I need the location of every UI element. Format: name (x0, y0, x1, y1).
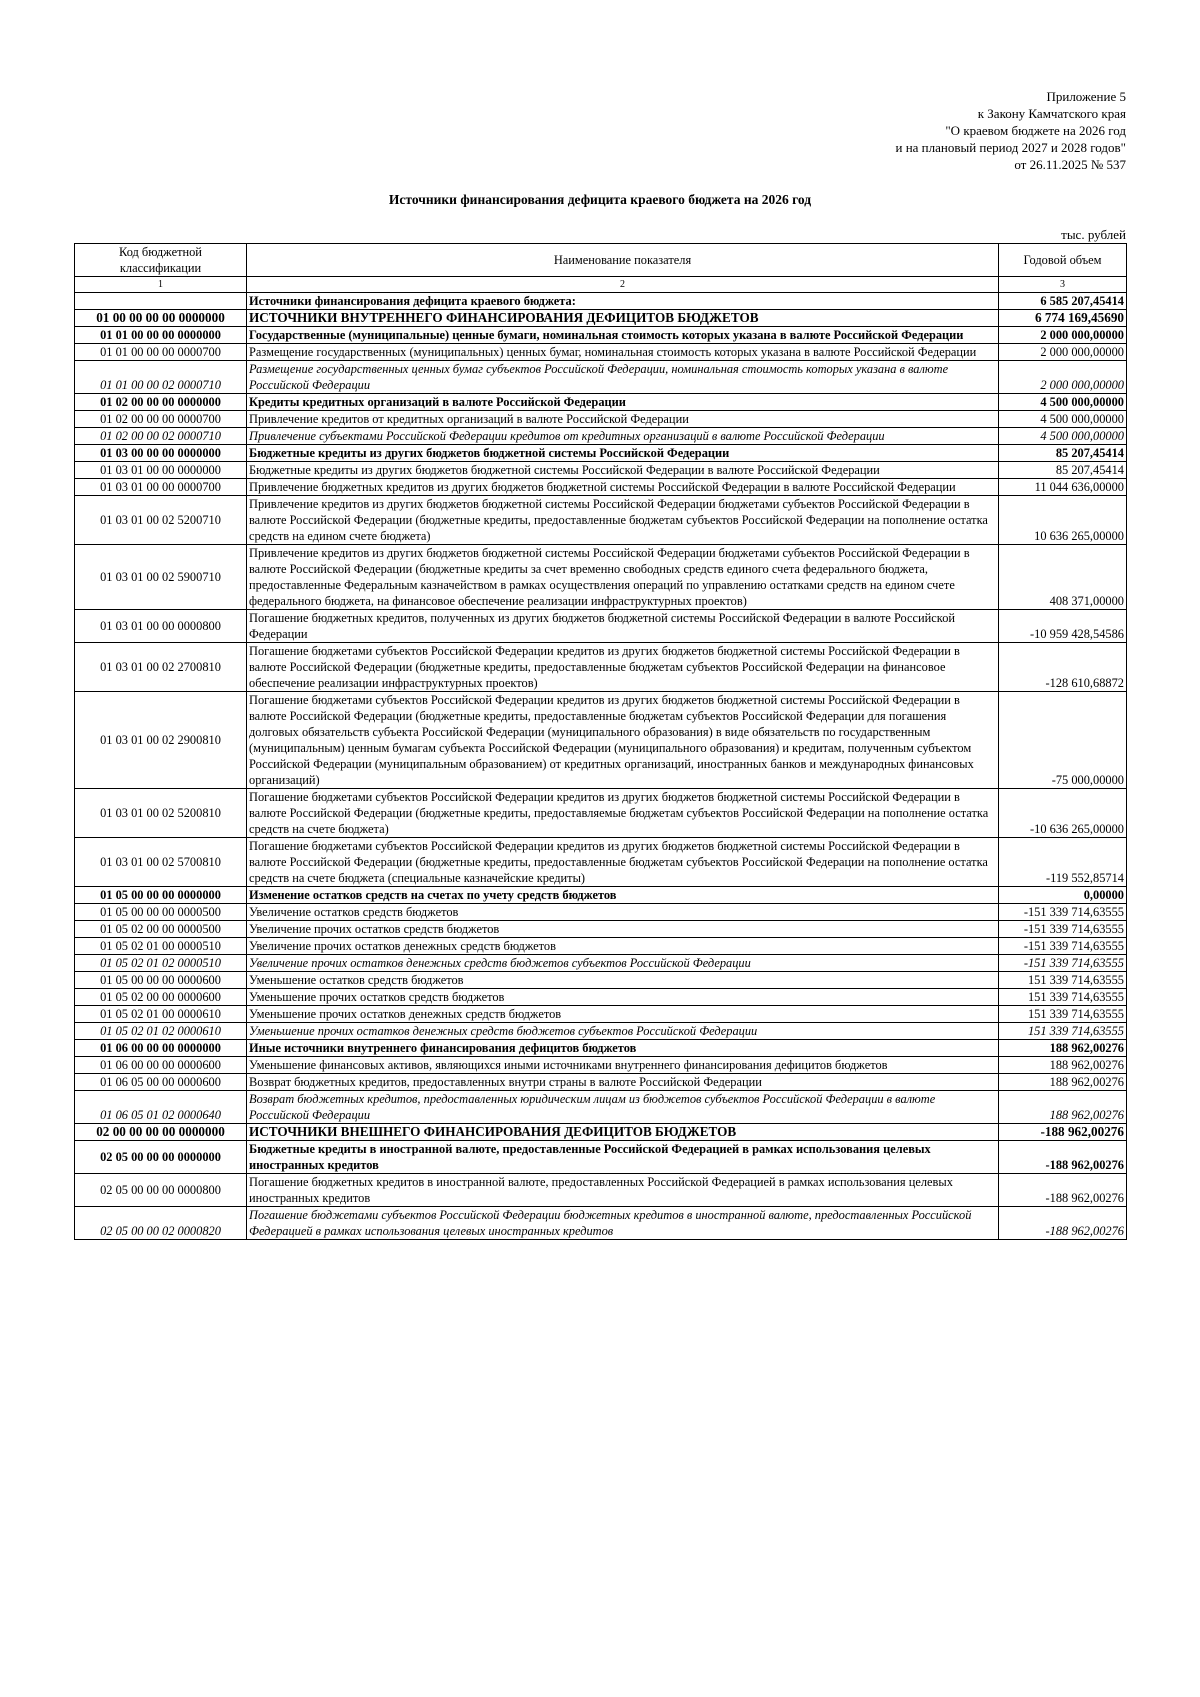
appendix-line: "О краевом бюджете на 2026 год (945, 123, 1126, 138)
name-cell: Изменение остатков средств на счетах по учету средств бюджетов (247, 887, 999, 904)
code-cell: 01 05 02 01 00 0000510 (75, 938, 247, 955)
name-cell: Привлечение кредитов от кредитных организаций в валюте Российской Федерации (247, 411, 999, 428)
code-cell: 01 02 00 00 00 0000000 (75, 394, 247, 411)
code-cell: 01 03 01 00 02 5200810 (75, 789, 247, 838)
appendix-block (895, 88, 1126, 173)
value-cell: 2 000 000,00000 (999, 344, 1127, 361)
name-cell: Кредиты кредитных организаций в валюте Российской Федерации (247, 394, 999, 411)
value-cell: 85 207,45414 (999, 462, 1127, 479)
value-cell: 151 339 714,63555 (999, 1006, 1127, 1023)
value-cell: -151 339 714,63555 (999, 921, 1127, 938)
name-cell: Увеличение прочих остатков средств бюджетов (247, 921, 999, 938)
table-row (75, 904, 1127, 921)
units-label: тыс. рублей (1061, 227, 1126, 242)
code-cell: 01 03 01 00 02 5200710 (75, 496, 247, 545)
code-cell: 01 01 00 00 02 0000710 (75, 361, 247, 394)
table-index-row (75, 277, 1127, 293)
value-cell: 2 000 000,00000 (999, 327, 1127, 344)
value-cell: 188 962,00276 (999, 1040, 1127, 1057)
index-col-1: 1 (75, 277, 247, 293)
table-header-row (75, 244, 1127, 277)
table-row (75, 789, 1127, 838)
appendix-line: к Закону Камчатского края (977, 106, 1126, 121)
value-cell: 188 962,00276 (999, 1074, 1127, 1091)
value-cell: 151 339 714,63555 (999, 972, 1127, 989)
value-cell: 0,00000 (999, 887, 1127, 904)
code-cell: 01 05 00 00 00 0000600 (75, 972, 247, 989)
value-cell: -151 339 714,63555 (999, 904, 1127, 921)
value-cell: -151 339 714,63555 (999, 938, 1127, 955)
code-cell: 01 03 00 00 00 0000000 (75, 445, 247, 462)
name-cell: Размещение государственных (муниципальных) ценных бумаг, номинальная стоимость которых указана в валюте Российской Федерации (247, 344, 999, 361)
name-cell: Погашение бюджетами субъектов Российской Федерации кредитов из других бюджетов бюджетной системы Российской Федерации в валюте Российской Федерации (бюджетные кредиты, предоставленные бюджетам субъектов Российской Федерации для погашения долговых обязательств субъекта Российской Федерации (муниципального образования) в виде обязательств по государственным (муниципальным) ценным бумагам субъекта Российской Федерации (муниципального образования) и кредитам, полученным субъектом Российской Федерации (муниципальным образованием) от кредитных организаций, иностранных банков и международных финансовых организаций) (247, 692, 999, 789)
table-row (75, 344, 1127, 361)
code-cell: 01 06 05 01 02 0000640 (75, 1091, 247, 1124)
appendix-line: от 26.11.2025 № 537 (1014, 157, 1126, 172)
table-row (75, 643, 1127, 692)
code-cell: 01 01 00 00 00 0000000 (75, 327, 247, 344)
header-value: Годовой объем (999, 244, 1127, 277)
table-row (75, 921, 1127, 938)
code-cell: 01 05 00 00 00 0000000 (75, 887, 247, 904)
code-cell: 01 05 00 00 00 0000500 (75, 904, 247, 921)
name-cell: Уменьшение прочих остатков денежных средств бюджетов (247, 1006, 999, 1023)
table-row (75, 955, 1127, 972)
table-row (75, 972, 1127, 989)
table-row (75, 428, 1127, 445)
value-cell: -75 000,00000 (999, 692, 1127, 789)
table-row (75, 310, 1127, 327)
value-cell: -151 339 714,63555 (999, 955, 1127, 972)
value-cell: 10 636 265,00000 (999, 496, 1127, 545)
name-cell: Погашение бюджетных кредитов в иностранной валюте, предоставленных Российской Федерацией в рамках использования целевых иностранных кредитов (247, 1174, 999, 1207)
code-cell: 01 03 01 00 02 2700810 (75, 643, 247, 692)
code-cell: 01 06 05 00 00 0000600 (75, 1074, 247, 1091)
code-cell: 01 00 00 00 00 0000000 (75, 310, 247, 327)
code-cell: 02 05 00 00 00 0000800 (75, 1174, 247, 1207)
code-cell: 01 03 01 00 00 0000700 (75, 479, 247, 496)
code-cell: 01 05 02 01 02 0000610 (75, 1023, 247, 1040)
name-cell: Погашение бюджетных кредитов, полученных из других бюджетов бюджетной системы Российской Федерации в валюте Российской Федерации (247, 610, 999, 643)
name-cell: Привлечение кредитов из других бюджетов бюджетной системы Российской Федерации бюджетами субъектов Российской Федерации в валюте Российской Федерации (бюджетные кредиты за счет временно свободных средств единого счета федерального бюджета, предоставленные Федеральным казначейством в рамках осуществления операций по управлению остатками средств на едином счете федерального бюджета, на финансовое обеспечение реализации инфраструктурных проектов) (247, 545, 999, 610)
name-cell: Государственные (муниципальные) ценные бумаги, номинальная стоимость которых указана в валюте Российской Федерации (247, 327, 999, 344)
code-cell: 02 00 00 00 00 0000000 (75, 1124, 247, 1141)
table-row (75, 496, 1127, 545)
table-row (75, 938, 1127, 955)
value-cell: -188 962,00276 (999, 1174, 1127, 1207)
name-cell: Уменьшение прочих остатков средств бюджетов (247, 989, 999, 1006)
code-cell: 01 05 02 01 02 0000510 (75, 955, 247, 972)
code-cell: 01 06 00 00 00 0000000 (75, 1040, 247, 1057)
value-cell: 4 500 000,00000 (999, 394, 1127, 411)
code-cell: 01 02 00 00 02 0000710 (75, 428, 247, 445)
name-cell: Уменьшение остатков средств бюджетов (247, 972, 999, 989)
name-cell: Привлечение субъектами Российской Федерации кредитов от кредитных организаций в валюте Российской Федерации (247, 428, 999, 445)
value-cell: 408 371,00000 (999, 545, 1127, 610)
name-cell: Бюджетные кредиты из других бюджетов бюджетной системы Российской Федерации (247, 445, 999, 462)
value-cell: 151 339 714,63555 (999, 989, 1127, 1006)
code-cell: 01 05 02 00 00 0000600 (75, 989, 247, 1006)
table-row (75, 887, 1127, 904)
name-cell: Погашение бюджетами субъектов Российской Федерации кредитов из других бюджетов бюджетной системы Российской Федерации в валюте Российской Федерации (бюджетные кредиты, предоставленные бюджетам субъектов Российской Федерации на финансовое обеспечение реализации инфраструктурных проектов) (247, 643, 999, 692)
sources-table (74, 243, 1127, 1240)
code-cell: 01 06 00 00 00 0000600 (75, 1057, 247, 1074)
name-cell: Увеличение остатков средств бюджетов (247, 904, 999, 921)
code-cell: 02 05 00 00 00 0000000 (75, 1141, 247, 1174)
value-cell: 2 000 000,00000 (999, 361, 1127, 394)
table-row (75, 1074, 1127, 1091)
table-row (75, 989, 1127, 1006)
name-cell: Возврат бюджетных кредитов, предоставленных внутри страны в валюте Российской Федерации (247, 1074, 999, 1091)
value-cell: 4 500 000,00000 (999, 411, 1127, 428)
code-cell: 01 01 00 00 00 0000700 (75, 344, 247, 361)
table-row (75, 1006, 1127, 1023)
value-cell: 4 500 000,00000 (999, 428, 1127, 445)
code-cell: 01 05 02 01 00 0000610 (75, 1006, 247, 1023)
name-cell: Возврат бюджетных кредитов, предоставленных юридическим лицам из бюджетов субъектов Российской Федерации в валюте Российской Федерации (247, 1091, 999, 1124)
code-cell: 01 03 01 00 00 0000000 (75, 462, 247, 479)
code-cell: 01 05 02 00 00 0000500 (75, 921, 247, 938)
table-row (75, 1124, 1127, 1141)
table-row (75, 838, 1127, 887)
name-cell: Увеличение прочих остатков денежных средств бюджетов (247, 938, 999, 955)
code-cell: 01 03 01 00 02 5900710 (75, 545, 247, 610)
code-cell (75, 293, 247, 310)
table-row (75, 361, 1127, 394)
value-cell: 11 044 636,00000 (999, 479, 1127, 496)
name-cell: ИСТОЧНИКИ ВНУТРЕННЕГО ФИНАНСИРОВАНИЯ ДЕФИЦИТОВ БЮДЖЕТОВ (247, 310, 999, 327)
appendix-line: Приложение 5 (1046, 89, 1126, 104)
name-cell: Уменьшение прочих остатков денежных средств бюджетов субъектов Российской Федерации (247, 1023, 999, 1040)
table-row (75, 293, 1127, 310)
table-row (75, 1023, 1127, 1040)
table-row (75, 411, 1127, 428)
value-cell: 85 207,45414 (999, 445, 1127, 462)
value-cell: -188 962,00276 (999, 1124, 1127, 1141)
value-cell: -10 959 428,54586 (999, 610, 1127, 643)
table-row (75, 1141, 1127, 1174)
table-row (75, 1174, 1127, 1207)
table-row (75, 1207, 1127, 1240)
value-cell: -10 636 265,00000 (999, 789, 1127, 838)
name-cell: Увеличение прочих остатков денежных средств бюджетов субъектов Российской Федерации (247, 955, 999, 972)
name-cell: Погашение бюджетами субъектов Российской Федерации кредитов из других бюджетов бюджетной системы Российской Федерации в валюте Российской Федерации (бюджетные кредиты, предоставляемые бюджетам субъектов Российской Федерации на пополнение остатка средств на счете бюджета) (247, 789, 999, 838)
value-cell: -188 962,00276 (999, 1141, 1127, 1174)
table-row (75, 445, 1127, 462)
name-cell: Привлечение кредитов из других бюджетов бюджетной системы Российской Федерации бюджетами субъектов Российской Федерации в валюте Российской Федерации (бюджетные кредиты, предоставленные бюджетам субъектов Российской Федерации на пополнение остатка средств на едином счете бюджета) (247, 496, 999, 545)
value-cell: 188 962,00276 (999, 1057, 1127, 1074)
table-row (75, 692, 1127, 789)
table-row (75, 479, 1127, 496)
table-row (75, 1040, 1127, 1057)
name-cell: Погашение бюджетами субъектов Российской Федерации кредитов из других бюджетов бюджетной системы Российской Федерации в валюте Российской Федерации (бюджетные кредиты, предоставленные бюджетам субъектов Российской Федерации на пополнение остатка средств на счете бюджета (специальные казначейские кредиты) (247, 838, 999, 887)
index-col-2: 2 (247, 277, 999, 293)
name-cell: ИСТОЧНИКИ ВНЕШНЕГО ФИНАНСИРОВАНИЯ ДЕФИЦИТОВ БЮДЖЕТОВ (247, 1124, 999, 1141)
table-row (75, 462, 1127, 479)
code-cell: 02 05 00 00 02 0000820 (75, 1207, 247, 1240)
index-col-3: 3 (999, 277, 1127, 293)
appendix-line: и на плановый период 2027 и 2028 годов" (895, 140, 1126, 155)
value-cell: -188 962,00276 (999, 1207, 1127, 1240)
code-cell: 01 02 00 00 00 0000700 (75, 411, 247, 428)
document-title: Источники финансирования дефицита краевого бюджета на 2026 год (388, 192, 812, 207)
name-cell: Источники финансирования дефицита краевого бюджета: (247, 293, 999, 310)
table-row (75, 327, 1127, 344)
name-cell: Уменьшение финансовых активов, являющихся иными источниками внутреннего финансирования дефицитов бюджетов (247, 1057, 999, 1074)
name-cell: Бюджетные кредиты в иностранной валюте, предоставленные Российской Федерацией в рамках использования целевых иностранных кредитов (247, 1141, 999, 1174)
value-cell: 188 962,00276 (999, 1091, 1127, 1124)
header-code: Код бюджетной классификации (75, 244, 247, 277)
value-cell: 6 585 207,45414 (999, 293, 1127, 310)
name-cell: Размещение государственных ценных бумаг субъектов Российской Федерации, номинальная стоимость которых указана в валюте Российской Федерации (247, 361, 999, 394)
name-cell: Погашение бюджетами субъектов Российской Федерации бюджетных кредитов в иностранной валюте, предоставленных Российской Федерацией в рамках использования целевых иностранных кредитов (247, 1207, 999, 1240)
table-row (75, 545, 1127, 610)
value-cell: -128 610,68872 (999, 643, 1127, 692)
name-cell: Привлечение бюджетных кредитов из других бюджетов бюджетной системы Российской Федерации в валюте Российской Федерации (247, 479, 999, 496)
table-row (75, 394, 1127, 411)
name-cell: Бюджетные кредиты из других бюджетов бюджетной системы Российской Федерации в валюте Российской Федерации (247, 462, 999, 479)
code-cell: 01 03 01 00 02 5700810 (75, 838, 247, 887)
value-cell: 151 339 714,63555 (999, 1023, 1127, 1040)
table-row (75, 1057, 1127, 1074)
table-row (75, 610, 1127, 643)
code-cell: 01 03 01 00 02 2900810 (75, 692, 247, 789)
value-cell: 6 774 169,45690 (999, 310, 1127, 327)
value-cell: -119 552,85714 (999, 838, 1127, 887)
table-row (75, 1091, 1127, 1124)
code-cell: 01 03 01 00 00 0000800 (75, 610, 247, 643)
table-body (75, 293, 1127, 1240)
name-cell: Иные источники внутреннего финансирования дефицитов бюджетов (247, 1040, 999, 1057)
header-name: Наименование показателя (247, 244, 999, 277)
